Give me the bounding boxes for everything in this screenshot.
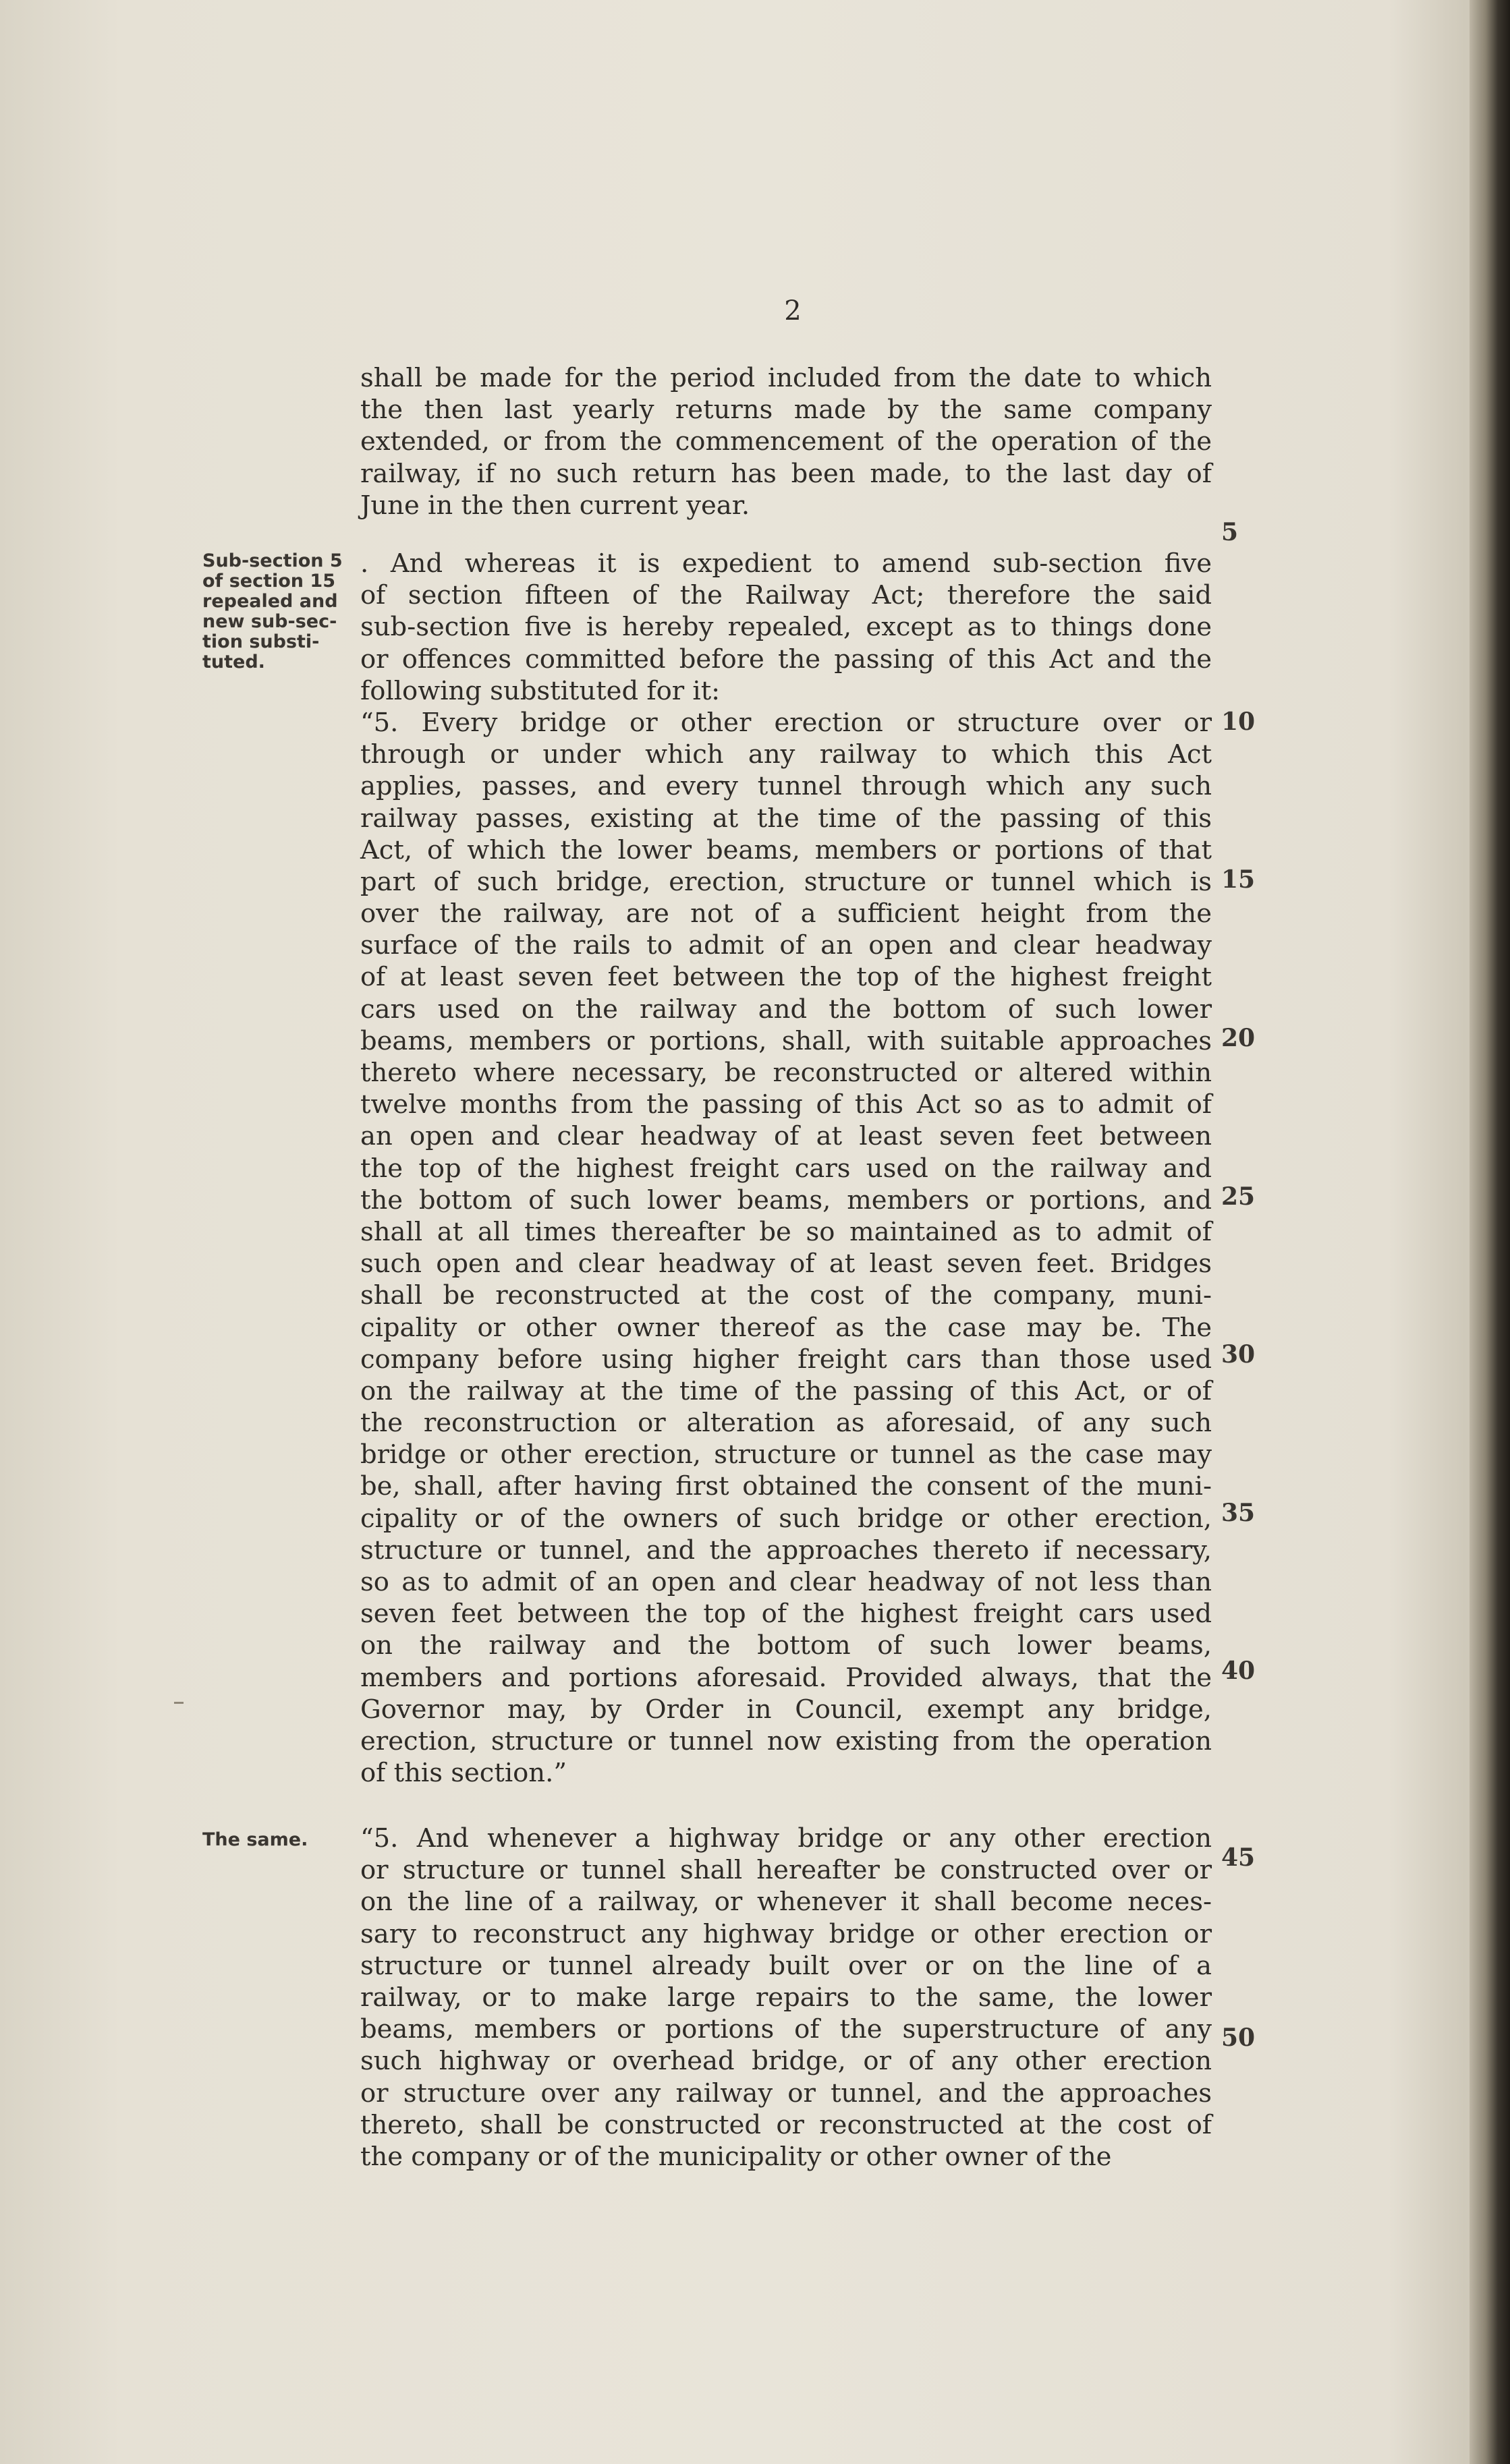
text-line: of at least seven feet between the top of the highest freight [360, 962, 1212, 993]
text-line: thereto, shall be constructed or reconstructed at the cost of [360, 2109, 1212, 2140]
book-binding-edge [1470, 0, 1510, 2464]
text-line: railway, or to make large repairs to the same, the lower [360, 1982, 1212, 2013]
text-line: shall at all times thereafter be so maintained as to admit of [360, 1216, 1212, 1247]
text-line: railway, if no such return has been made, to the last day of [360, 458, 1212, 489]
text-line: the company or of the municipality or other owner of the [360, 2141, 1112, 2172]
text-line: or structure or tunnel shall hereafter be constructed over or [360, 1855, 1212, 1886]
text-line: railway passes, existing at the time of the passing of this [360, 803, 1212, 834]
text-line: beams, members or portions of the superstructure of any [360, 2014, 1212, 2045]
text-line: the reconstruction or alteration as aforesaid, of any such [360, 1408, 1212, 1439]
sidenote-the-same [202, 1830, 358, 1850]
continuation-paragraph [360, 362, 1212, 521]
line-number: 45 [1221, 1843, 1256, 1872]
line-number: 5 [1221, 518, 1239, 546]
text-line: of this section.” [360, 1758, 567, 1789]
sidenote-line: The same. [202, 1829, 308, 1850]
page-number: 2 [784, 295, 802, 326]
text-line: through or under which any railway to which this Act [360, 739, 1212, 770]
text-line: beams, members or portions, shall, with suitable approaches [360, 1025, 1212, 1056]
line-number: 30 [1221, 1340, 1256, 1369]
text-line: on the railway and the bottom of such lower beams, [360, 1630, 1212, 1661]
sidenote-line: tion substi- [202, 631, 320, 652]
line-number: 15 [1221, 865, 1256, 894]
sidenote-line: repealed and [202, 591, 338, 612]
section-paragraph-subsection-5 [360, 548, 1212, 1789]
text-line: erection, structure or tunnel now existing from the operation [360, 1725, 1212, 1756]
text-line: or offences committed before the passing of this Act and the [360, 643, 1212, 675]
text-line: such open and clear headway of at least seven feet. Bridges [360, 1249, 1212, 1280]
text-line: shall be reconstructed at the cost of the company, muni- [360, 1280, 1212, 1311]
text-line: structure or tunnel, and the approaches thereto if necessary, [360, 1535, 1212, 1566]
text-line: on the railway at the time of the passing of this Act, or of [360, 1375, 1212, 1406]
text-line: the top of the highest freight cars used on the railway and [360, 1153, 1212, 1184]
text-line: bridge or other erection, structure or tunnel as the case may [360, 1439, 1212, 1470]
line-number: 40 [1221, 1657, 1256, 1685]
text-line: “5. And whenever a highway bridge or any other erection [360, 1823, 1212, 1854]
text-line: members and portions aforesaid. Provided always, that the [360, 1662, 1212, 1693]
text-line: following substituted for it: [360, 675, 721, 706]
text-line: such highway or overhead bridge, or of any other erection [360, 2046, 1212, 2077]
text-line: cipality or other owner thereof as the case may be. The [360, 1312, 1212, 1343]
text-line: thereto where necessary, be reconstructed or altered within [360, 1058, 1212, 1088]
text-line: . And whereas it is expedient to amend sub-section five [360, 548, 1212, 579]
text-line: seven feet between the top of the highest freight cars used [360, 1599, 1212, 1630]
text-line: be, shall, after having first obtained the consent of the muni- [360, 1471, 1212, 1502]
line-number: 10 [1221, 708, 1256, 736]
text-line: applies, passes, and every tunnel through which any such [360, 771, 1212, 802]
text-line: the bottom of such lower beams, members or portions, and [360, 1184, 1212, 1215]
text-line: so as to admit of an open and clear headway of not less than [360, 1567, 1212, 1597]
text-line: cars used on the railway and the bottom of such lower [360, 994, 1212, 1025]
text-line: structure or tunnel already built over or on the line of a [360, 1950, 1212, 1981]
sidenote-line: tuted. [202, 652, 265, 672]
margin-tick-mark [174, 1702, 184, 1704]
line-number: 25 [1221, 1182, 1256, 1211]
text-line: of section fifteen of the Railway Act; therefore the said [360, 580, 1212, 611]
line-number: 35 [1221, 1499, 1256, 1527]
text-line: twelve months from the passing of this Act so as to admit of [360, 1089, 1212, 1120]
sidenote-line: new sub-sec- [202, 611, 337, 632]
text-line: sary to reconstruct any highway bridge or other erection or [360, 1918, 1212, 1949]
text-line: Act, of which the lower beams, members or portions of that [360, 834, 1212, 865]
text-line: “5. Every bridge or other erection or structure over or [360, 707, 1212, 738]
line-number: 50 [1221, 2024, 1256, 2052]
text-line: June in the then current year. [360, 490, 750, 521]
text-line: on the line of a railway, or whenever it shall become neces- [360, 1887, 1212, 1918]
text-line: sub-section five is hereby repealed, except as to things done [360, 612, 1212, 643]
text-line: the then last yearly returns made by the same company [360, 395, 1212, 426]
text-line: Governor may, by Order in Council, exempt any bridge, [360, 1694, 1212, 1725]
sidenote-subsection-5-repealed [202, 551, 358, 672]
sidenote-line: Sub-section 5 [202, 550, 343, 571]
line-number: 20 [1221, 1024, 1256, 1052]
text-line: shall be made for the period included from the date to which [360, 363, 1212, 393]
text-line: surface of the rails to admit of an open and clear headway [360, 930, 1212, 961]
text-line: an open and clear headway of at least seven feet between [360, 1121, 1212, 1152]
text-line: company before using higher freight cars than those used [360, 1344, 1212, 1375]
text-line: or structure over any railway or tunnel, and the approaches [360, 2078, 1212, 2109]
sidenote-line: of section 15 [202, 571, 335, 592]
section-paragraph-highway-bridge [360, 1823, 1212, 2173]
text-line: cipality or of the owners of such bridge or other erection, [360, 1503, 1212, 1534]
text-line: extended, or from the commencement of the operation of the [360, 426, 1212, 457]
text-line: part of such bridge, erection, structure or tunnel which is [360, 866, 1212, 897]
text-line: over the railway, are not of a sufficient height from the [360, 898, 1212, 929]
